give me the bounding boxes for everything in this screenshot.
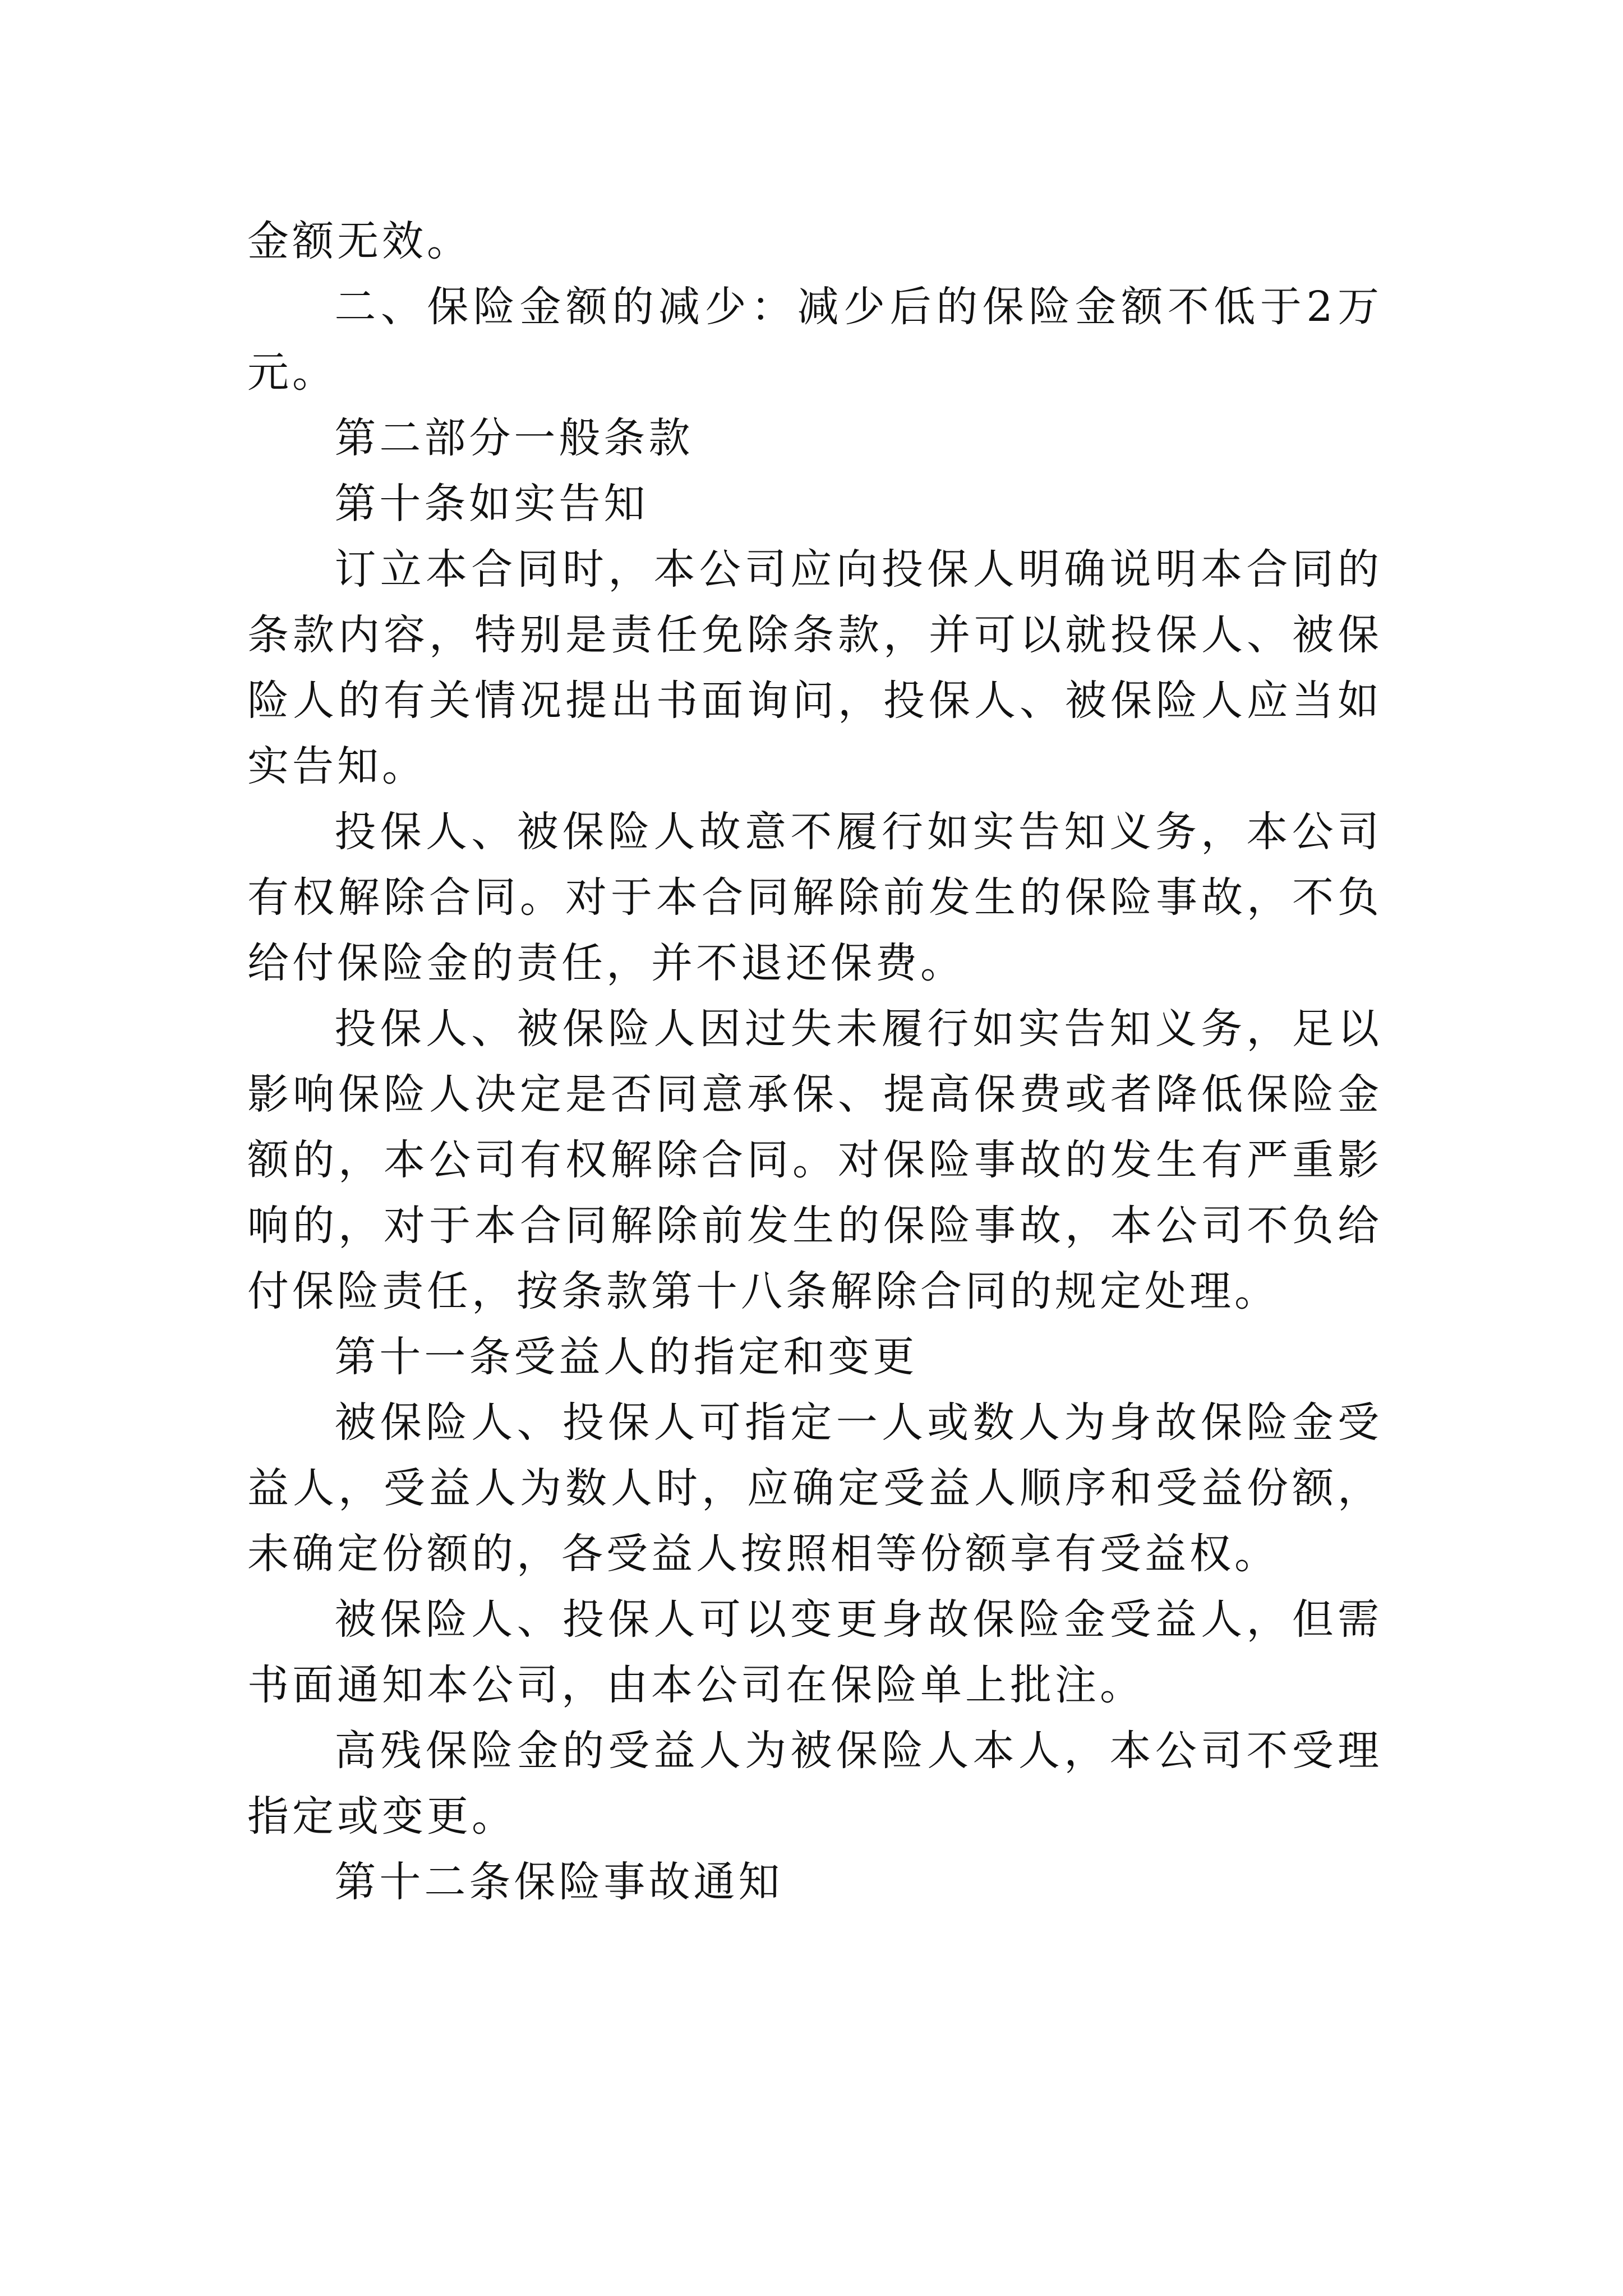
article-heading-10: 第十条如实告知 [334, 480, 649, 528]
section-heading-general-terms: 第二部分一般条款 [334, 414, 694, 462]
paragraph-article-11-2: 被保险人、投保人可以变更身故保险金受益人，但需书面通知本公司，由本公司在保险单上批注。 [247, 1595, 1382, 1709]
paragraph-continuation: 金额无效。 [247, 217, 472, 265]
article-heading-11: 第十一条受益人的指定和变更 [334, 1333, 918, 1381]
paragraph-article-11-1: 被保险人、投保人可指定一人或数人为身故保险金受益人，受益人为数人时，应确定受益人顺序和受益份额，未确定份额的，各受益人按照相等份额享有受益权。 [247, 1398, 1382, 1578]
paragraph-article-10-1: 订立本合同时，本公司应向投保人明确说明本合同的条款内容，特别是责任免除条款，并可以就投保人、被保险人的有关情况提出书面询问，投保人、被保险人应当如实告知。 [247, 545, 1382, 790]
article-heading-12: 第十二条保险事故通知 [334, 1858, 783, 1906]
document-body [247, 209, 1382, 1915]
paragraph-article-10-2: 投保人、被保险人故意不履行如实告知义务，本公司有权解除合同。对于本合同解除前发生的保险事故，不负给付保险金的责任，并不退还保费。 [247, 808, 1382, 987]
paragraph-article-10-3: 投保人、被保险人因过失未履行如实告知义务，足以影响保险人决定是否同意承保、提高保费或者降低保险金额的，本公司有权解除合同。对保险事故的发生有严重影响的，对于本合同解除前发生的保险事故，本公司不负给付保险责任，按条款第十八条解除合同的规定处理。 [247, 1005, 1382, 1315]
paragraph-article-11-3: 高残保险金的受益人为被保险人本人，本公司不受理指定或变更。 [247, 1727, 1382, 1841]
paragraph-sum-reduction: 二、保险金额的减少：减少后的保险金额不低于2万元。 [247, 283, 1382, 397]
